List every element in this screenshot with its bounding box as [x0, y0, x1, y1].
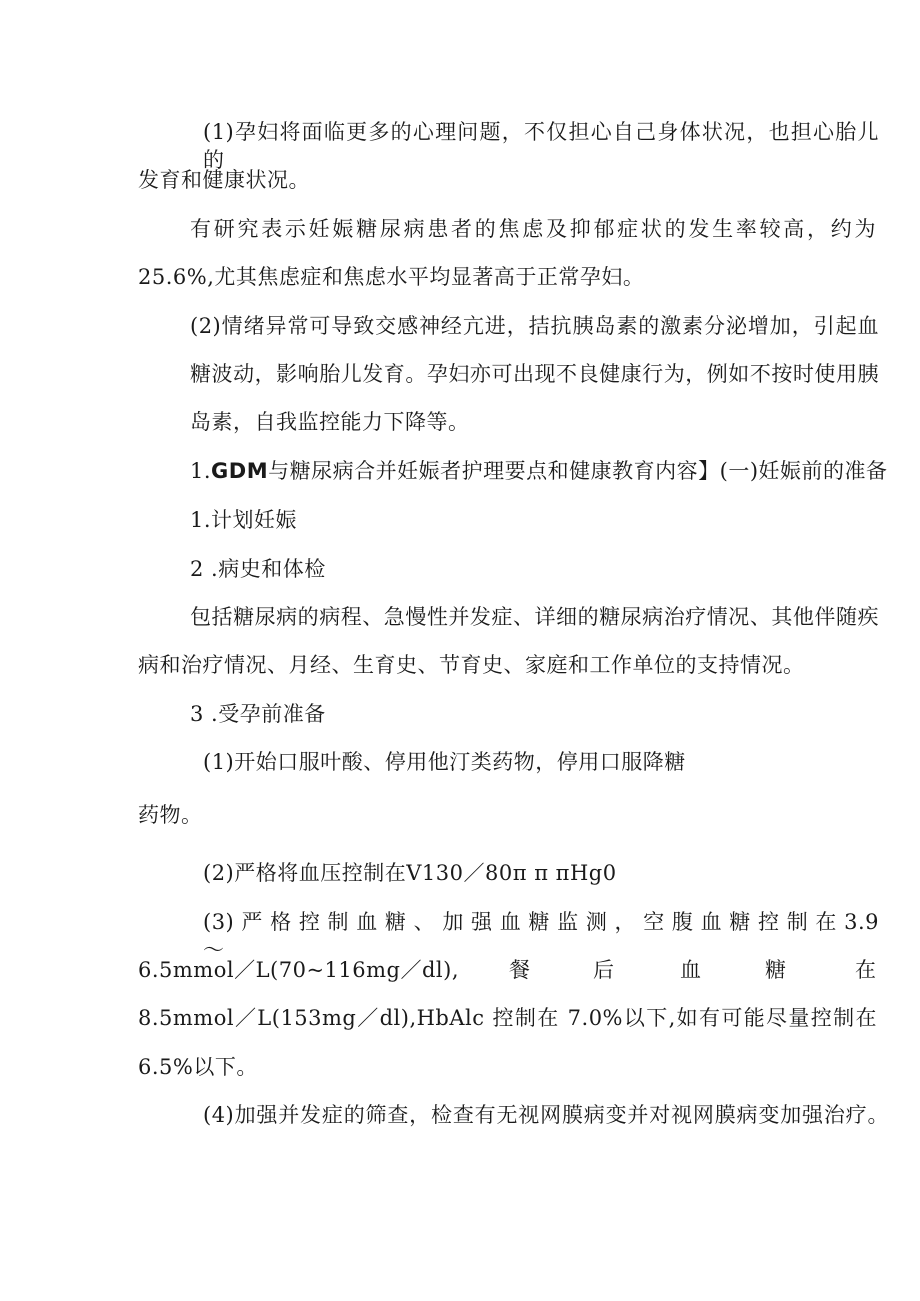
paragraph-line: 25.6%,尤其焦虑症和焦虑水平均显著高于正常孕妇。 — [138, 265, 645, 289]
paragraph-line: (2)严格将血压控制在V130／80π π πHg0 — [203, 861, 617, 885]
spaced-char: 在 — [855, 958, 877, 982]
paragraph-line: 8.5mmol／L(153mg／dl),HbAlc 控制在 7.0%以下,如有可能尽量控制在 — [138, 1006, 877, 1030]
paragraph-line: 包括糖尿病的病程、急慢性并发症、详细的糖尿病治疗情况、其他伴随疾 — [190, 605, 879, 629]
paragraph-line: (1)开始口服叶酸、停用他汀类药物，停用口服降糖 — [203, 750, 686, 774]
subsection-heading: 2 .病史和体检 — [190, 557, 326, 581]
paragraph-line: (2)情绪异常可导致交感神经亢进，拮抗胰岛素的激素分泌增加，引起血 — [190, 314, 879, 338]
paragraph-line: (4)加强并发症的筛查，检查有无视网膜病变并对视网膜病变加强治疗。 — [203, 1103, 889, 1127]
paragraph-line: 6.5%以下。 — [138, 1055, 258, 1079]
heading-abbr: GDM — [211, 459, 269, 483]
paragraph-line: 糖波动，影响胎儿发育。孕妇亦可出现不良健康行为，例如不按时使用胰 — [190, 362, 879, 386]
section-heading — [190, 457, 888, 485]
paragraph-line: 岛素，自我监控能力下降等。 — [190, 410, 470, 434]
spaced-char: 血 — [680, 958, 702, 982]
subsection-heading: 3 .受孕前准备 — [190, 702, 326, 726]
paragraph-line: 药物。 — [138, 803, 203, 827]
paragraph-line: 6.5mmol／L(70~116mg／dl), — [138, 958, 460, 982]
spaced-char: 后 — [593, 958, 615, 982]
paragraph-line: (3) 严 格 控 制 血 糖 、 加 强 血 糖 监 测 ， 空 腹 血 糖 控 制 在 3.9～ — [203, 910, 879, 962]
heading-number: 1. — [190, 459, 212, 483]
subsection-heading: 1.计划妊娠 — [190, 508, 298, 532]
paragraph-line: 发育和健康状况。 — [138, 168, 310, 192]
spaced-char: 餐 — [509, 958, 531, 982]
paragraph-line: 病和治疗情况、月经、生育史、节育史、家庭和工作单位的支持情况。 — [138, 653, 805, 677]
paragraph-line: 有研究表示妊娠糖尿病患者的焦虑及抑郁症状的发生率较高，约为 — [190, 217, 876, 241]
heading-text: 与糖尿病合并妊娠者护理要点和健康教育内容】(一)妊娠前的准备 — [268, 459, 888, 483]
paragraph-line: (1)孕妇将面临更多的心理问题，不仅担心自己身体状况，也担心胎儿的 — [203, 120, 879, 172]
spaced-char: 糖 — [765, 958, 787, 982]
